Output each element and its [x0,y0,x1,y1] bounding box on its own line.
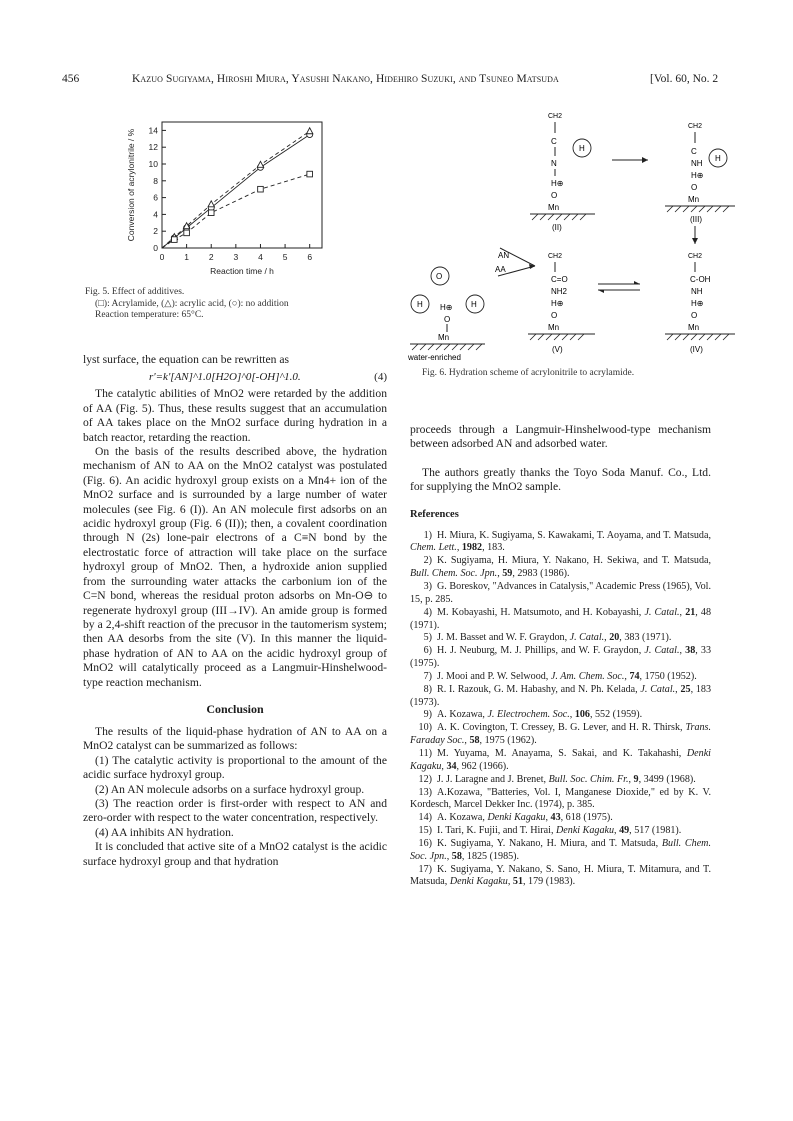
svg-text:H: H [715,154,721,163]
reference-item [410,709,711,722]
svg-text:O: O [551,311,558,320]
reference-vol: 106 [574,709,590,721]
reference-journal: Bull. Chem. Soc. Jpn. [410,837,711,862]
reference-item [410,684,711,710]
an-arrow-label: AN [498,251,510,260]
reference-authors: A. K. Covington, T. Cressey, B. G. Lever, and H. R. Thirsk, [437,722,686,734]
aa-arrow-label: AA [495,265,506,274]
reference-sep: , [628,773,634,785]
data-point-square [208,210,214,216]
data-point-square [258,186,264,192]
svg-text:C=O: C=O [551,275,568,284]
reference-vol: 9 [633,773,639,785]
reference-authors: G. Boreskov, "Advances in Catalysis," Academic Press (1965), Vol. 15, p. 285. [410,581,711,605]
reference-authors: J. M. Basset and W. F. Graydon, [437,632,570,644]
reference-rest: , 517 (1981). [629,825,682,837]
reference-authors: K. Sugiyama, Y. Nakano, S. Sano, H. Miura, T. Mitamura, and T. Matsuda, [410,863,711,888]
reference-vol: 34 [446,760,457,772]
reference-item [410,838,711,864]
reference-journal: Trans. Faraday Soc. [410,722,711,747]
reference-n: 6) [423,645,432,657]
reference-sep: , [624,670,630,682]
reference-item [410,748,711,774]
reference-n: 8) [423,683,432,695]
equation: r'=k'[AN]^1.0[H2O]^0[-OH]^1.0. [149,371,301,384]
equation-row [83,367,387,387]
volume-info: [Vol. 60, No. 2 [650,73,719,85]
conclusion-heading: Conclusion [206,701,264,716]
y-tick-label: 0 [153,243,158,253]
x-tick-label: 5 [282,252,288,262]
reference-item [410,787,711,813]
reference-rest: , 962 (1966). [456,760,509,772]
svg-text:H: H [417,300,423,309]
structure-IV-label: (IV) [690,345,703,354]
reference-sep: , [446,850,452,862]
reference-n: 11) [418,747,432,759]
reference-vol: 38 [685,645,696,657]
reference-journal: Denki Kagaku [410,747,711,772]
reference-vol: 58 [469,735,480,747]
reference-rest: , 1750 (1952). [639,670,697,682]
fig5-caption-temp: Reaction temperature: 65°C. [95,310,204,320]
reference-n: 4) [423,606,432,618]
svg-text:O: O [691,311,698,320]
page-number: 456 [62,73,80,85]
reference-item [410,864,711,890]
svg-text:O: O [436,272,443,281]
reference-authors: J. J. Laragne and J. Brenet, [437,773,549,785]
reference-item [410,555,711,581]
svg-text:Mn: Mn [688,195,700,204]
paragraph: The results of the liquid-phase hydration of AN to AA on a MnO2 catalyst can be summarized as follows: [83,724,387,753]
list-item: (4) AA inhibits AN hydration. [95,825,234,839]
svg-text:H⊕: H⊕ [691,299,704,308]
y-tick-label: 10 [148,159,158,169]
data-point-triangle [257,161,263,167]
reference-item [410,722,711,748]
reference-sep: , [464,735,470,747]
reference-authors: M. Yuyama, M. Anayama, S. Sakai, and K. Takahashi, [437,747,687,759]
reference-authors: J. Mooi and P. W. Selwood, [437,670,551,682]
y-tick-label: 12 [148,142,158,153]
svg-text:Mn: Mn [688,323,700,332]
svg-text:C: C [691,147,697,156]
reference-authors: M. Kobayashi, H. Matsumoto, and H. Kobayashi, [437,606,645,618]
reference-journal: Denki Kagaku [487,812,546,824]
reference-n: 2) [423,555,432,567]
paragraph: On the basis of the results described above, the hydration mechanism of AN to AA on the MnO2 catalyst was postulated (Fig. 6). An acidic hydroxyl group exists on a Mn4+ ion of the MnO2 surface and is surrounded by a large number of water molecules (see Fig. 6 (I)). An AN molecule first adsorbs on an acidic hydroxyl group (Fig. 6 (II)); then, a covalent coordination through N (2s) lone-pair electrons of a C≡N bond by the electrostatic force of attraction will take place on the surface hydroxyl group of MnO2. Then, a hydroxide anion supplied from the surrounding water attacks the carbonium ion of the C=N bond, whereas the residual proton adsorbs on Mn-O⊖ to regenerate hydroxyl group (III→IV). An amide group is formed by a 2,4-shift reaction of the precusor in the tautomerism system; then AA desorbs from the site (V). In this manner the liquid-phase hydration of AN to AA on the acidic hydroxyl group of MnO2 will catalytically proceed as a Langmuir-Hinshelwood-type reaction mechanism. [83,445,387,689]
reference-vol: 21 [685,606,696,618]
x-tick-label: 6 [307,252,313,262]
reference-n: 13) [418,786,432,798]
svg-text:CH2: CH2 [688,253,703,260]
reference-journal: Bull. Soc. Chim. Fr. [548,773,629,785]
x-tick-label: 4 [258,252,263,262]
reference-rest: , 1975 (1962). [479,735,537,747]
reference-journal: Denki Kagaku [556,825,615,837]
reference-journal: Denki Kagaku [449,876,508,888]
svg-text:H⊕: H⊕ [440,303,453,312]
x-tick-label: 0 [159,252,165,262]
list-item: (1) The catalytic activity is proportional to the amount of the acidic surface hydroxyl group. [83,753,387,782]
reference-sep: , [545,812,551,824]
svg-text:O: O [551,191,558,200]
reference-n: 15) [418,825,432,837]
structure-III-label: (III) [690,215,702,224]
svg-text:CH2: CH2 [548,253,563,260]
reference-rest: , 3499 (1968). [638,773,696,785]
reference-authors: I. Tari, K. Fujii, and T. Hirai, [437,825,556,837]
list-item: (3) The reaction order is first-order with respect to AN and zero-order with respect to the water concentration, respectively. [83,796,387,825]
reference-n: 5) [423,632,432,644]
svg-text:H: H [471,300,477,309]
mn-label: Mn [438,333,450,342]
x-axis-label: Reaction time / h [210,266,274,276]
reference-authors: A.Kozawa, "Batteries, Vol. I, Manganese Dioxide," ed by K. V. Kordesch, Marcel Dekker Inc. (1974), p. 385. [410,786,711,811]
reference-vol: 43 [550,812,561,824]
reference-n: 12) [418,773,432,785]
reference-n: 7) [423,670,432,682]
reference-journal: Bull. Chem. Soc. Jpn. [410,568,498,580]
data-point-square [307,171,313,177]
reference-vol: 49 [619,825,630,837]
structure-V [528,253,595,354]
reference-rest: , 552 (1959). [589,709,643,721]
reference-journal: J. Catal. [569,632,605,644]
reference-journal: J. Electrochem. Soc. [487,709,570,721]
reference-rest: , 618 (1975). [560,812,613,824]
equation-number: (4) [374,371,387,384]
reference-n: 9) [423,709,432,721]
data-point-square [184,230,190,236]
reference-sep: , [507,876,513,888]
reference-n: 14) [418,812,432,824]
y-tick-label: 4 [153,209,158,220]
reference-item [410,671,711,684]
svg-text:NH: NH [691,287,703,296]
reference-rest: , 48 (1971). [410,606,712,631]
data-point-square [172,237,178,243]
y-tick-label: 8 [153,175,158,186]
list-item: (2) An AN molecule adsorbs on a surface hydroxyl group. [95,782,365,796]
fig5-caption [85,287,375,322]
reference-authors: H. J. Neuburg, M. J. Phillips, and W. F. Graydon, [437,645,645,657]
reference-vol: 20 [609,632,620,644]
svg-text:CH2: CH2 [548,113,563,120]
fig6-hydration-scheme [400,98,745,363]
reference-vol: 58 [451,850,462,862]
y-tick-label: 6 [153,192,158,203]
paragraph: It is concluded that active site of a MnO2 catalyst is the acidic surface hydroxyl group and that hydration [83,840,387,868]
structure-II [530,113,595,232]
reference-authors: K. Sugiyama, H. Miura, Y. Nakano, H. Sekiwa, and T. Matsuda, [437,555,711,567]
reference-n: 16) [418,837,432,849]
reference-journal: J. Catal. [644,645,680,657]
reference-authors: R. I. Razouk, G. M. Habashy, and N. Ph. Kelada, [437,683,641,695]
svg-text:NH2: NH2 [551,287,568,296]
reference-rest: , 383 (1971). [619,632,672,644]
svg-text:CH2: CH2 [688,123,703,130]
structure-IV [665,253,735,354]
reference-item [410,581,711,607]
reference-rest: , 183 (1973). [410,683,712,708]
reference-sep: , [569,709,575,721]
reference-rest: , 179 (1983). [522,876,576,888]
y-tick-label: 2 [153,226,158,237]
reference-sep: , [456,542,462,554]
reference-item [410,812,711,825]
svg-text:Mn: Mn [548,323,560,332]
reference-journal: J. Catal. [640,683,676,695]
references-heading: References [410,508,459,520]
fig6-caption: Fig. 6. Hydration scheme of acrylonitrile to acrylamide. [422,368,635,378]
reference-n: 3) [423,581,432,592]
svg-text:NH: NH [691,159,703,168]
svg-text:C: C [551,137,557,146]
acknowledgment: The authors greatly thanks the Toyo Soda Manuf. Co., Ltd. for supplying the MnO2 sample. [410,465,711,494]
svg-text:Mn: Mn [548,203,560,212]
reference-sep: , [614,825,620,837]
reference-journal: J. Catal. [644,606,680,618]
structure-I [407,267,485,363]
y-tick-label: 14 [148,125,158,136]
right-column [410,423,711,889]
reference-item [410,632,711,645]
reference-vol: 1982 [461,542,483,554]
reference-sep: , [604,632,610,644]
y-axis-label: Conversion of acrylonitrile / % [126,128,136,242]
structure-V-label: (V) [552,345,563,354]
reference-authors: A. Kozawa, [437,812,488,824]
structure-II-label: (II) [552,223,562,232]
reference-item [410,774,711,787]
x-tick-label: 1 [184,252,189,262]
running-authors: Kazuo Sugiyama, Hiroshi Miura, Yasushi Nakano, Hidehiro Suzuki, and Tsuneo Matsuda [132,73,559,85]
surface-label [416,362,443,363]
water-enriched-label: water-enriched [408,353,461,362]
paragraph: lyst surface, the equation can be rewritten as [83,353,290,366]
reference-n: 1) [423,529,432,541]
reference-n: 17) [418,863,432,875]
reference-rest: , 1825 (1985). [461,850,520,862]
reference-n: 10) [418,722,432,734]
svg-text:C-OH: C-OH [690,275,711,284]
x-tick-label: 3 [233,252,239,262]
svg-text:H⊕: H⊕ [691,171,704,180]
reference-vol: 51 [512,876,523,888]
reference-item [410,607,711,633]
x-tick-label: 2 [208,252,214,262]
reference-rest: , 33 (1975). [410,645,711,670]
references-list [410,530,711,890]
fig5-caption-legend: (□): Acrylamide, (△): acrylic acid, (○): no addition [95,298,289,309]
reference-authors: H. Miura, K. Sugiyama, S. Kawakami, T. Aoyama, and T. Matsuda, [437,529,711,541]
fig5-caption-title: Fig. 5. Effect of additives. [85,287,185,297]
reference-sep: , [679,606,686,618]
svg-text:H: H [579,144,585,153]
paragraph: proceeds through a Langmuir-Hinshelwood-type mechanism between adsorbed AN and adsorbed water. [410,423,711,451]
reference-item [410,825,711,838]
left-column [83,353,387,869]
reference-sep: , [679,645,686,657]
reference-sep: , [497,568,503,580]
reference-rest: , 2983 (1986). [512,568,570,580]
reference-authors: K. Sugiyama, Y. Nakano, H. Miura, and T. Matsuda, [437,837,662,849]
reference-vol: 74 [629,670,640,682]
structure-III [665,123,735,224]
reference-journal: J. Am. Chem. Soc. [550,670,625,682]
reference-authors: A. Kozawa, [437,709,488,721]
reference-rest: , 183. [482,542,505,554]
svg-text:O: O [444,315,451,324]
reference-sep: , [675,683,681,695]
reference-vol: 59 [502,568,513,580]
svg-text:H⊕: H⊕ [551,299,564,308]
svg-text:O: O [691,183,698,192]
series-line-square [162,174,310,248]
reference-sep: , [441,760,447,772]
svg-text:H⊕: H⊕ [551,179,564,188]
svg-text:N: N [551,159,557,168]
fig5-chart [120,100,350,285]
paragraph: The catalytic abilities of MnO2 were retarded by the addition of AA (Fig. 5). Thus, these results suggest that an accumulation of AA takes place on the MnO2 surface during hydration in a batch reactor, retarding the reaction. [83,387,387,444]
data-point-triangle [306,128,312,134]
data-point-triangle [208,201,214,207]
reference-item [410,530,711,556]
reference-journal: Chem. Lett. [410,542,457,554]
reference-vol: 25 [680,683,691,695]
reference-item [410,645,711,671]
